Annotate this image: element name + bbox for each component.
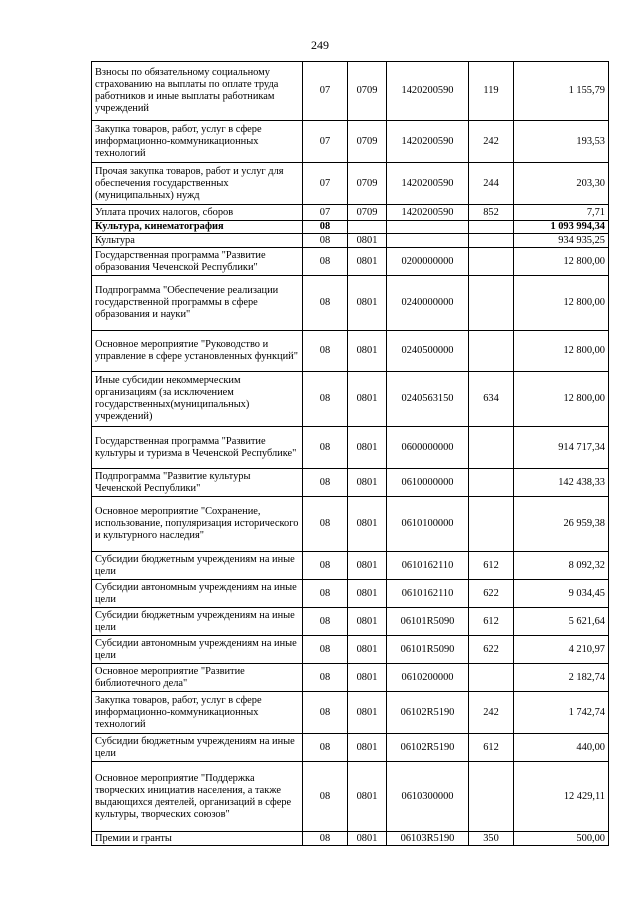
row-target-article-cell: 0610162110 xyxy=(387,552,469,580)
row-section-cell: 08 xyxy=(303,469,348,497)
row-subsection-cell: 0801 xyxy=(348,552,387,580)
row-section-cell: 08 xyxy=(303,692,348,734)
row-subsection-cell: 0709 xyxy=(348,205,387,221)
row-amount-cell: 934 935,25 xyxy=(514,234,609,248)
row-expense-type-cell xyxy=(469,276,514,331)
row-amount-cell: 1 742,74 xyxy=(514,692,609,734)
row-target-article-cell: 1420200590 xyxy=(387,205,469,221)
table-row xyxy=(92,372,609,427)
table-row xyxy=(92,832,609,846)
row-target-article-cell xyxy=(387,221,469,234)
row-name-cell: Субсидии автономным учреждениям на иные цели xyxy=(92,636,303,664)
row-target-article-cell: 0610000000 xyxy=(387,469,469,497)
row-target-article-cell xyxy=(387,234,469,248)
row-expense-type-cell xyxy=(469,469,514,497)
table-row xyxy=(92,762,609,832)
row-amount-cell: 26 959,38 xyxy=(514,497,609,552)
table-row xyxy=(92,552,609,580)
row-target-article-cell: 06101R5090 xyxy=(387,608,469,636)
row-subsection-cell xyxy=(348,221,387,234)
row-section-cell: 08 xyxy=(303,734,348,762)
row-subsection-cell: 0801 xyxy=(348,331,387,372)
row-expense-type-cell xyxy=(469,234,514,248)
row-subsection-cell: 0801 xyxy=(348,636,387,664)
row-amount-cell: 7,71 xyxy=(514,205,609,221)
row-amount-cell: 1 093 994,34 xyxy=(514,221,609,234)
row-expense-type-cell: 622 xyxy=(469,636,514,664)
row-amount-cell: 2 182,74 xyxy=(514,664,609,692)
row-subsection-cell: 0801 xyxy=(348,608,387,636)
row-target-article-cell: 0240500000 xyxy=(387,331,469,372)
row-name-cell: Субсидии бюджетным учреждениям на иные цели xyxy=(92,734,303,762)
row-expense-type-cell: 612 xyxy=(469,608,514,636)
table-row xyxy=(92,734,609,762)
row-target-article-cell: 0610162110 xyxy=(387,580,469,608)
row-section-cell: 08 xyxy=(303,497,348,552)
row-section-cell: 08 xyxy=(303,832,348,846)
row-amount-cell: 440,00 xyxy=(514,734,609,762)
row-subsection-cell: 0801 xyxy=(348,497,387,552)
row-amount-cell: 142 438,33 xyxy=(514,469,609,497)
row-name-cell: Субсидии бюджетным учреждениям на иные цели xyxy=(92,552,303,580)
row-subsection-cell: 0801 xyxy=(348,664,387,692)
row-subsection-cell: 0801 xyxy=(348,276,387,331)
row-section-cell: 08 xyxy=(303,427,348,469)
row-target-article-cell: 0610100000 xyxy=(387,497,469,552)
row-subsection-cell: 0801 xyxy=(348,427,387,469)
row-expense-type-cell: 350 xyxy=(469,832,514,846)
row-name-cell: Государственная программа "Развитие культуры и туризма в Чеченской Республике" xyxy=(92,427,303,469)
row-section-cell: 08 xyxy=(303,552,348,580)
row-amount-cell: 12 429,11 xyxy=(514,762,609,832)
row-expense-type-cell: 852 xyxy=(469,205,514,221)
row-name-cell: Подпрограмма "Обеспечение реализации государственной программы в сфере образования и науки" xyxy=(92,276,303,331)
row-subsection-cell: 0801 xyxy=(348,248,387,276)
row-name-cell: Премии и гранты xyxy=(92,832,303,846)
row-section-cell: 07 xyxy=(303,121,348,163)
row-expense-type-cell xyxy=(469,221,514,234)
row-amount-cell: 9 034,45 xyxy=(514,580,609,608)
row-section-cell: 08 xyxy=(303,372,348,427)
table-row xyxy=(92,234,609,248)
row-name-cell: Основное мероприятие "Сохранение, использование, популяризация исторического и культурного наследия" xyxy=(92,497,303,552)
row-section-cell: 08 xyxy=(303,234,348,248)
table-row xyxy=(92,221,609,234)
table-row xyxy=(92,163,609,205)
table-row xyxy=(92,205,609,221)
row-expense-type-cell: 612 xyxy=(469,552,514,580)
row-amount-cell: 12 800,00 xyxy=(514,248,609,276)
row-expense-type-cell xyxy=(469,248,514,276)
table-row xyxy=(92,62,609,121)
table-row xyxy=(92,427,609,469)
row-expense-type-cell xyxy=(469,497,514,552)
row-section-cell: 07 xyxy=(303,205,348,221)
row-expense-type-cell: 634 xyxy=(469,372,514,427)
row-amount-cell: 193,53 xyxy=(514,121,609,163)
table-row xyxy=(92,692,609,734)
row-name-cell: Уплата прочих налогов, сборов xyxy=(92,205,303,221)
row-subsection-cell: 0709 xyxy=(348,62,387,121)
row-name-cell: Государственная программа "Развитие образования Чеченской Республики" xyxy=(92,248,303,276)
row-target-article-cell: 06103R5190 xyxy=(387,832,469,846)
table-row xyxy=(92,469,609,497)
row-amount-cell: 12 800,00 xyxy=(514,331,609,372)
table-row xyxy=(92,276,609,331)
row-expense-type-cell xyxy=(469,664,514,692)
row-subsection-cell: 0709 xyxy=(348,163,387,205)
table-row xyxy=(92,636,609,664)
row-subsection-cell: 0801 xyxy=(348,372,387,427)
row-target-article-cell: 0600000000 xyxy=(387,427,469,469)
table-row xyxy=(92,608,609,636)
row-name-cell: Субсидии бюджетным учреждениям на иные цели xyxy=(92,608,303,636)
row-name-cell: Подпрограмма "Развитие культуры Чеченской Республики" xyxy=(92,469,303,497)
row-expense-type-cell: 244 xyxy=(469,163,514,205)
row-expense-type-cell xyxy=(469,427,514,469)
row-subsection-cell: 0801 xyxy=(348,580,387,608)
row-section-cell: 08 xyxy=(303,331,348,372)
table-row xyxy=(92,331,609,372)
row-subsection-cell: 0709 xyxy=(348,121,387,163)
table-row xyxy=(92,664,609,692)
row-expense-type-cell: 612 xyxy=(469,734,514,762)
row-name-cell: Культура xyxy=(92,234,303,248)
row-target-article-cell: 0240563150 xyxy=(387,372,469,427)
row-section-cell: 07 xyxy=(303,62,348,121)
row-section-cell: 08 xyxy=(303,248,348,276)
row-amount-cell: 5 621,64 xyxy=(514,608,609,636)
page-number: 249 xyxy=(311,38,329,52)
row-section-cell: 08 xyxy=(303,608,348,636)
row-name-cell: Закупка товаров, работ, услуг в сфере информационно-коммуникационных технологий xyxy=(92,121,303,163)
row-target-article-cell: 1420200590 xyxy=(387,62,469,121)
row-name-cell: Субсидии автономным учреждениям на иные цели xyxy=(92,580,303,608)
row-section-cell: 08 xyxy=(303,762,348,832)
row-section-cell: 08 xyxy=(303,664,348,692)
row-name-cell: Прочая закупка товаров, работ и услуг для обеспечения государственных (муниципальных) нужд xyxy=(92,163,303,205)
row-section-cell: 07 xyxy=(303,163,348,205)
row-name-cell: Основное мероприятие "Руководство и управление в сфере установленных функций" xyxy=(92,331,303,372)
row-subsection-cell: 0801 xyxy=(348,692,387,734)
row-expense-type-cell: 242 xyxy=(469,692,514,734)
row-name-cell: Основное мероприятие "Развитие библиотечного дела" xyxy=(92,664,303,692)
row-subsection-cell: 0801 xyxy=(348,762,387,832)
row-expense-type-cell: 242 xyxy=(469,121,514,163)
row-section-cell: 08 xyxy=(303,276,348,331)
table-row xyxy=(92,248,609,276)
row-subsection-cell: 0801 xyxy=(348,469,387,497)
row-target-article-cell: 0200000000 xyxy=(387,248,469,276)
row-expense-type-cell: 119 xyxy=(469,62,514,121)
row-subsection-cell: 0801 xyxy=(348,734,387,762)
row-target-article-cell: 0610200000 xyxy=(387,664,469,692)
row-expense-type-cell xyxy=(469,331,514,372)
row-expense-type-cell: 622 xyxy=(469,580,514,608)
row-subsection-cell: 0801 xyxy=(348,234,387,248)
row-amount-cell: 8 092,32 xyxy=(514,552,609,580)
table-row xyxy=(92,580,609,608)
row-target-article-cell: 1420200590 xyxy=(387,163,469,205)
row-amount-cell: 203,30 xyxy=(514,163,609,205)
row-target-article-cell: 1420200590 xyxy=(387,121,469,163)
row-name-cell: Закупка товаров, работ, услуг в сфере информационно-коммуникационных технологий xyxy=(92,692,303,734)
row-amount-cell: 12 800,00 xyxy=(514,372,609,427)
row-amount-cell: 4 210,97 xyxy=(514,636,609,664)
row-amount-cell: 12 800,00 xyxy=(514,276,609,331)
budget-table xyxy=(91,61,609,846)
row-amount-cell: 1 155,79 xyxy=(514,62,609,121)
row-target-article-cell: 0240000000 xyxy=(387,276,469,331)
row-target-article-cell: 06101R5090 xyxy=(387,636,469,664)
row-subsection-cell: 0801 xyxy=(348,832,387,846)
row-name-cell: Взносы по обязательному социальному страхованию на выплаты по оплате труда работников и иные выплаты работникам учреждений xyxy=(92,62,303,121)
row-name-cell: Культура, кинематография xyxy=(92,221,303,234)
table-row xyxy=(92,497,609,552)
row-name-cell: Основное мероприятие "Поддержка творческих инициатив населения, а также выдающихся деятелей, организаций в сфере культуры, творческих союзов" xyxy=(92,762,303,832)
row-section-cell: 08 xyxy=(303,636,348,664)
row-amount-cell: 914 717,34 xyxy=(514,427,609,469)
row-target-article-cell: 06102R5190 xyxy=(387,692,469,734)
row-amount-cell: 500,00 xyxy=(514,832,609,846)
row-target-article-cell: 06102R5190 xyxy=(387,734,469,762)
row-name-cell: Иные субсидии некоммерческим организациям (за исключением государственных(муниципальных) учреждений) xyxy=(92,372,303,427)
row-section-cell: 08 xyxy=(303,221,348,234)
row-expense-type-cell xyxy=(469,762,514,832)
row-target-article-cell: 0610300000 xyxy=(387,762,469,832)
table-row xyxy=(92,121,609,163)
row-section-cell: 08 xyxy=(303,580,348,608)
